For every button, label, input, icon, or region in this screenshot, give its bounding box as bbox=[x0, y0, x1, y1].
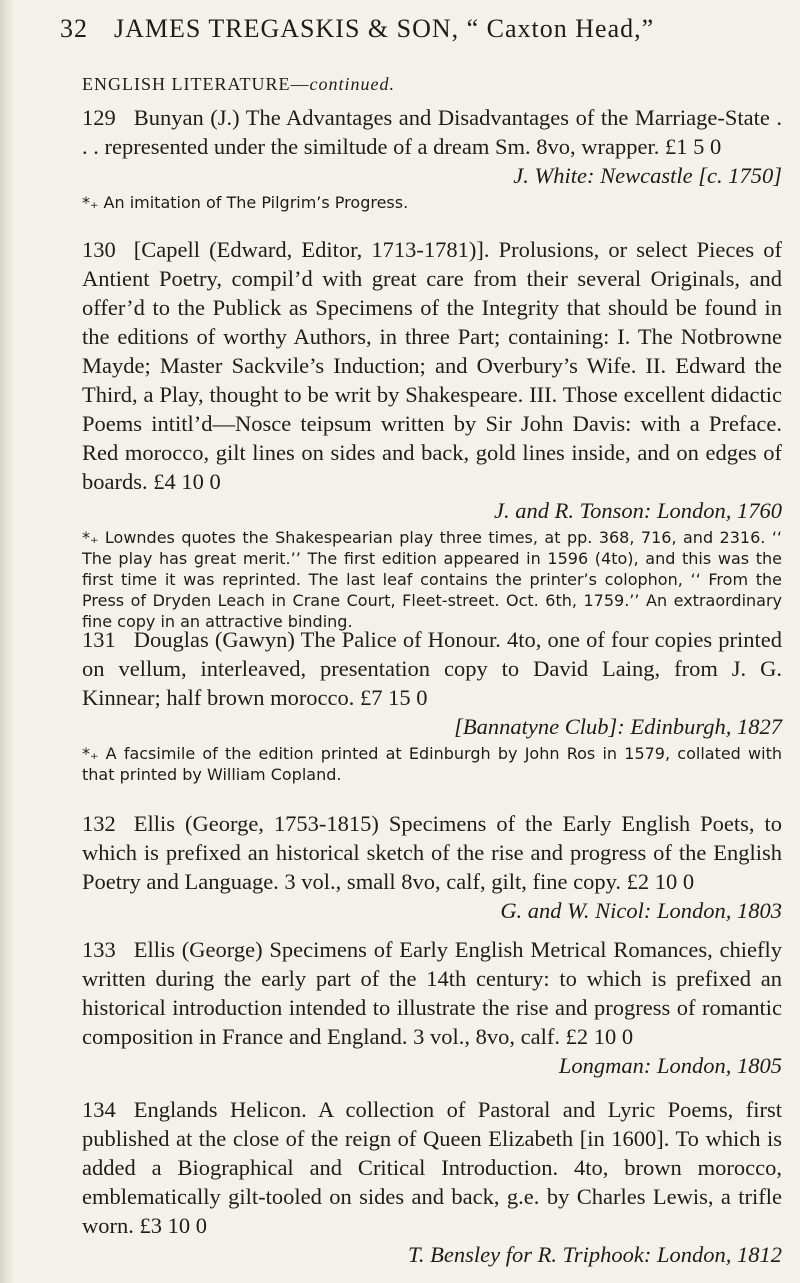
entry-number: 134 bbox=[82, 1097, 116, 1122]
catalogue-entry-132 bbox=[82, 809, 782, 925]
entry-note: *₊ An imitation of The Pilgrim’s Progress. bbox=[82, 193, 409, 212]
page-number: 32 bbox=[60, 14, 88, 43]
entry-number: 129 bbox=[82, 105, 116, 130]
entry-number: 133 bbox=[82, 937, 116, 962]
entry-number: 132 bbox=[82, 811, 116, 836]
page-edge-shadow bbox=[0, 0, 14, 1283]
entry-imprint: J. and R. Tonson: London, 1760 bbox=[494, 498, 782, 523]
entry-imprint: [Bannatyne Club]: Edinburgh, 1827 bbox=[454, 714, 782, 739]
entry-imprint: J. White: Newcastle [c. 1750] bbox=[513, 163, 782, 188]
running-head bbox=[60, 14, 780, 44]
entry-imprint: T. Bensley for R. Triphook: London, 1812 bbox=[408, 1242, 782, 1267]
entry-text: Bunyan (J.) The Advantages and Disadvantages of the Marriage-State . . . represented under the similtude of a dream Sm. 8vo, wrapper. £1 5 0 bbox=[82, 105, 782, 159]
section-continued: continued. bbox=[309, 74, 395, 94]
running-head-text: JAMES TREGASKIS & SON, “ Caxton Head,” bbox=[114, 14, 655, 43]
entry-number: 131 bbox=[82, 627, 116, 652]
catalogue-entry-133 bbox=[82, 935, 782, 1080]
section-heading bbox=[82, 74, 395, 95]
entry-imprint: Longman: London, 1805 bbox=[558, 1053, 782, 1078]
entry-text: Ellis (George, 1753-1815) Specimens of the Early English Poets, to which is prefixed an historical sketch of the rise and progress of the English Poetry and Language. 3 vol., small 8vo, calf, gilt, fine copy. £2 10 0 bbox=[82, 811, 782, 894]
entry-number: 130 bbox=[82, 237, 116, 262]
entry-text: Douglas (Gawyn) The Palice of Honour. 4to, one of four copies printed on vellum, interleaved, presentation copy to David Laing, from J. G. Kinnear; half brown morocco. £7 15 0 bbox=[82, 627, 782, 710]
entry-imprint: G. and W. Nicol: London, 1803 bbox=[500, 898, 782, 923]
entry-text: Ellis (George) Specimens of Early English Metrical Romances, chiefly written during the early part of the 14th century: to which is prefixed an historical introduction intended to illustrate the rise and progress of romantic composition in France and England. 3 vol., 8vo, calf. £2 10 0 bbox=[82, 937, 782, 1049]
entry-note: *₊ A facsimile of the edition printed at Edinburgh by John Ros in 1579, collated with that printed by William Copland. bbox=[82, 744, 782, 784]
catalogue-entry-130 bbox=[82, 235, 782, 632]
section-label: ENGLISH LITERATURE— bbox=[82, 74, 310, 94]
catalogue-entry-129 bbox=[82, 103, 782, 213]
catalogue-entry-134 bbox=[82, 1095, 782, 1269]
entry-text: Englands Helicon. A collection of Pastoral and Lyric Poems, first published at the close of the reign of Queen Elizabeth [in 1600]. To which is added a Biographical and Critical Introduction. 4to, brown morocco, emblematically gilt-tooled on sides and back, g.e. by Charles Lewis, a trifle worn. £3 10 0 bbox=[82, 1097, 782, 1238]
entry-text: [Capell (Edward, Editor, 1713-1781)]. Prolusions, or select Pieces of Antient Poetry, compil’d with great care from their several Originals, and offer’d to the Publick as Specimens of the Integrity that should be found in the editions of worthy Authors, in three Part; containing: I. The Notbrowne Mayde; Master Sackvile’s Induction; and Overbury’s Wife. II. Edward the Third, a Play, thought to be writ by Shakespeare. III. Those excellent didactic Poems intitl’d—Nosce teipsum written by Sir John Davis: with a Preface. Red morocco, gilt lines on sides and back, gold lines inside, and on edges of boards. £4 10 0 bbox=[82, 237, 782, 494]
catalogue-entry-131 bbox=[82, 625, 782, 785]
entry-note: *₊ Lowndes quotes the Shakespearian play three times, at pp. 368, 716, and 2316. ‘‘ The play has great merit.’’ The first edition appeared in 1596 (4to), and this was the first time it was reprinted. The last leaf contains the printer’s colophon, ‘‘ From the Press of Dryden Leach in Crane Court, Fleet-street. Oct. 6th, 1759.’’ An extraordinary fine copy in an attractive binding. bbox=[82, 528, 782, 631]
